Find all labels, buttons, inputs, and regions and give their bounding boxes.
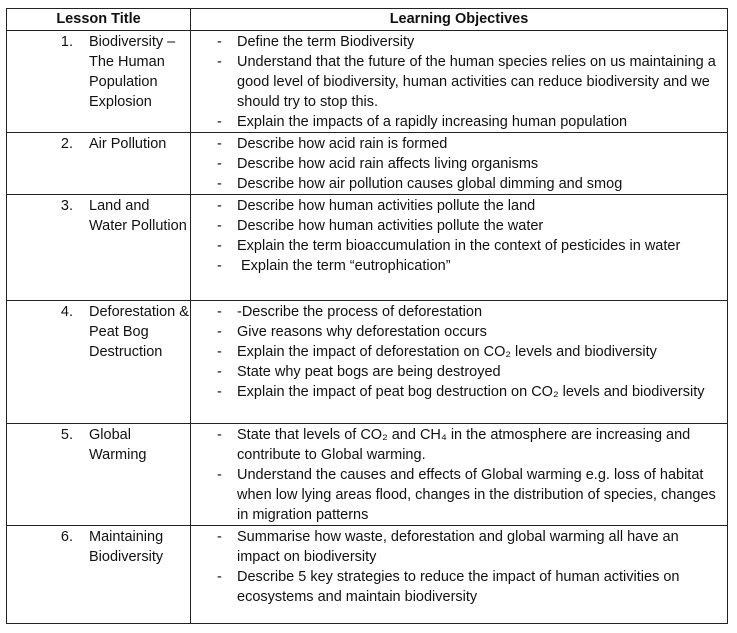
- bullet-dash: -: [217, 156, 222, 172]
- objective-item: [191, 256, 727, 276]
- lesson-title: Air Pollution: [89, 136, 167, 152]
- objective-text: Describe how acid rain is formed: [237, 136, 448, 152]
- header-row: [7, 9, 728, 31]
- bullet-dash: -: [217, 384, 222, 400]
- lesson-title: Maintaining Biodiversity: [89, 529, 164, 565]
- objective-item: [191, 322, 727, 342]
- bullet-dash: -: [217, 218, 222, 234]
- bullet-dash: -: [217, 529, 222, 545]
- bullet-dash: -: [217, 427, 222, 443]
- objective-item: [191, 112, 727, 132]
- objective-item: [191, 567, 727, 607]
- objective-text: State that levels of CO₂ and CH₄ in the atmosphere are increasing and contribute to Global warming.: [237, 427, 691, 463]
- lesson-objectives-cell: [191, 301, 728, 424]
- bullet-dash: -: [217, 304, 222, 320]
- lesson-row: [7, 301, 728, 424]
- objective-item: [191, 216, 727, 236]
- objective-item: [191, 52, 727, 112]
- bullet-dash: -: [217, 569, 222, 585]
- bullet-dash: -: [217, 344, 222, 360]
- objective-item: [191, 196, 727, 216]
- lesson-objectives-table: [6, 8, 728, 624]
- bullet-dash: -: [217, 176, 222, 192]
- bullet-dash: -: [217, 198, 222, 214]
- bullet-dash: -: [217, 136, 222, 152]
- lesson-title-header: Lesson Title: [7, 9, 191, 31]
- lesson-title-cell: [7, 195, 191, 301]
- bullet-dash: -: [217, 467, 222, 483]
- lesson-title-cell: [7, 526, 191, 624]
- objective-item: [191, 32, 727, 52]
- objective-item: [191, 362, 727, 382]
- lesson-number: 6 .: [7, 527, 73, 567]
- objective-text: Understand that the future of the human species relies on us maintaining a good level of biodiversity, human activities can reduce biodiversity and we should try to stop this.: [237, 54, 716, 110]
- lesson-row: [7, 31, 728, 133]
- bullet-dash: -: [217, 114, 222, 130]
- bullet-dash: -: [217, 34, 222, 50]
- lesson-title-cell: [7, 133, 191, 195]
- objective-item: [191, 134, 727, 154]
- lesson-objectives-cell: [191, 31, 728, 133]
- objective-item: [191, 342, 727, 362]
- objective-text: Describe how acid rain affects living organisms: [237, 156, 539, 172]
- lesson-objectives-cell: [191, 195, 728, 301]
- objective-text: State why peat bogs are being destroyed: [237, 364, 501, 380]
- learning-objectives-header: Learning Objectives: [191, 9, 728, 31]
- lesson-objectives-cell: [191, 526, 728, 624]
- lesson-title: Deforestation & Peat Bog Destruction: [89, 304, 189, 360]
- objective-text: Describe how human activities pollute the land: [237, 198, 536, 214]
- objective-text: Describe how air pollution causes global dimming and smog: [237, 176, 623, 192]
- lesson-row: [7, 526, 728, 624]
- objective-text: Understand the causes and effects of Global warming e.g. loss of habitat when low lying areas flood, changes in the distribution of species, changes in migration patterns: [237, 467, 716, 523]
- lesson-title-cell: [7, 31, 191, 133]
- lesson-title-cell: [7, 301, 191, 424]
- objective-text: Give reasons why deforestation occurs: [237, 324, 487, 340]
- bullet-dash: -: [217, 258, 222, 274]
- objective-text: Explain the impact of deforestation on CO₂ levels and biodiversity: [237, 344, 657, 360]
- bullet-dash: -: [217, 238, 222, 254]
- lesson-number: 2 .: [7, 134, 73, 154]
- lesson-objectives-cell: [191, 133, 728, 195]
- bullet-dash: -: [217, 364, 222, 380]
- objective-item: [191, 302, 727, 322]
- lesson-objectives-cell: [191, 424, 728, 526]
- objective-item: [191, 382, 727, 402]
- objective-item: [191, 236, 727, 256]
- lesson-row: [7, 195, 728, 301]
- lesson-row: [7, 133, 728, 195]
- objective-item: [191, 527, 727, 567]
- objective-text: Explain the impact of peat bog destruction on CO₂ levels and biodiversity: [237, 384, 705, 400]
- lesson-number: 5 .: [7, 425, 73, 465]
- lesson-title: Global Warming: [89, 427, 147, 463]
- bullet-dash: -: [217, 324, 222, 340]
- lesson-title-cell: [7, 424, 191, 526]
- lesson-number: 3 .: [7, 196, 73, 236]
- objective-text: Summarise how waste, deforestation and global warming all have an impact on biodiversity: [237, 529, 679, 565]
- objective-item: [191, 465, 727, 525]
- lesson-number: 1 .: [7, 32, 73, 112]
- objective-text: Explain the impacts of a rapidly increasing human population: [237, 114, 628, 130]
- objective-text: Define the term Biodiversity: [237, 34, 415, 50]
- objective-text: Describe how human activities pollute the water: [237, 218, 544, 234]
- objective-text: Describe 5 key strategies to reduce the impact of human activities on ecosystems and maintain biodiversity: [237, 569, 680, 605]
- objective-item: [191, 154, 727, 174]
- objective-item: [191, 174, 727, 194]
- lesson-title: Land and Water Pollution: [89, 198, 187, 234]
- lesson-title: Biodiversity – The Human Population Explosion: [89, 34, 176, 110]
- bullet-dash: -: [217, 54, 222, 70]
- objective-text: Explain the term “eutrophication”: [241, 258, 451, 274]
- objective-text: Explain the term bioaccumulation in the context of pesticides in water: [237, 238, 681, 254]
- lesson-number: 4 .: [7, 302, 73, 362]
- objective-item: [191, 425, 727, 465]
- lesson-row: [7, 424, 728, 526]
- objective-text: -Describe the process of deforestation: [237, 304, 483, 320]
